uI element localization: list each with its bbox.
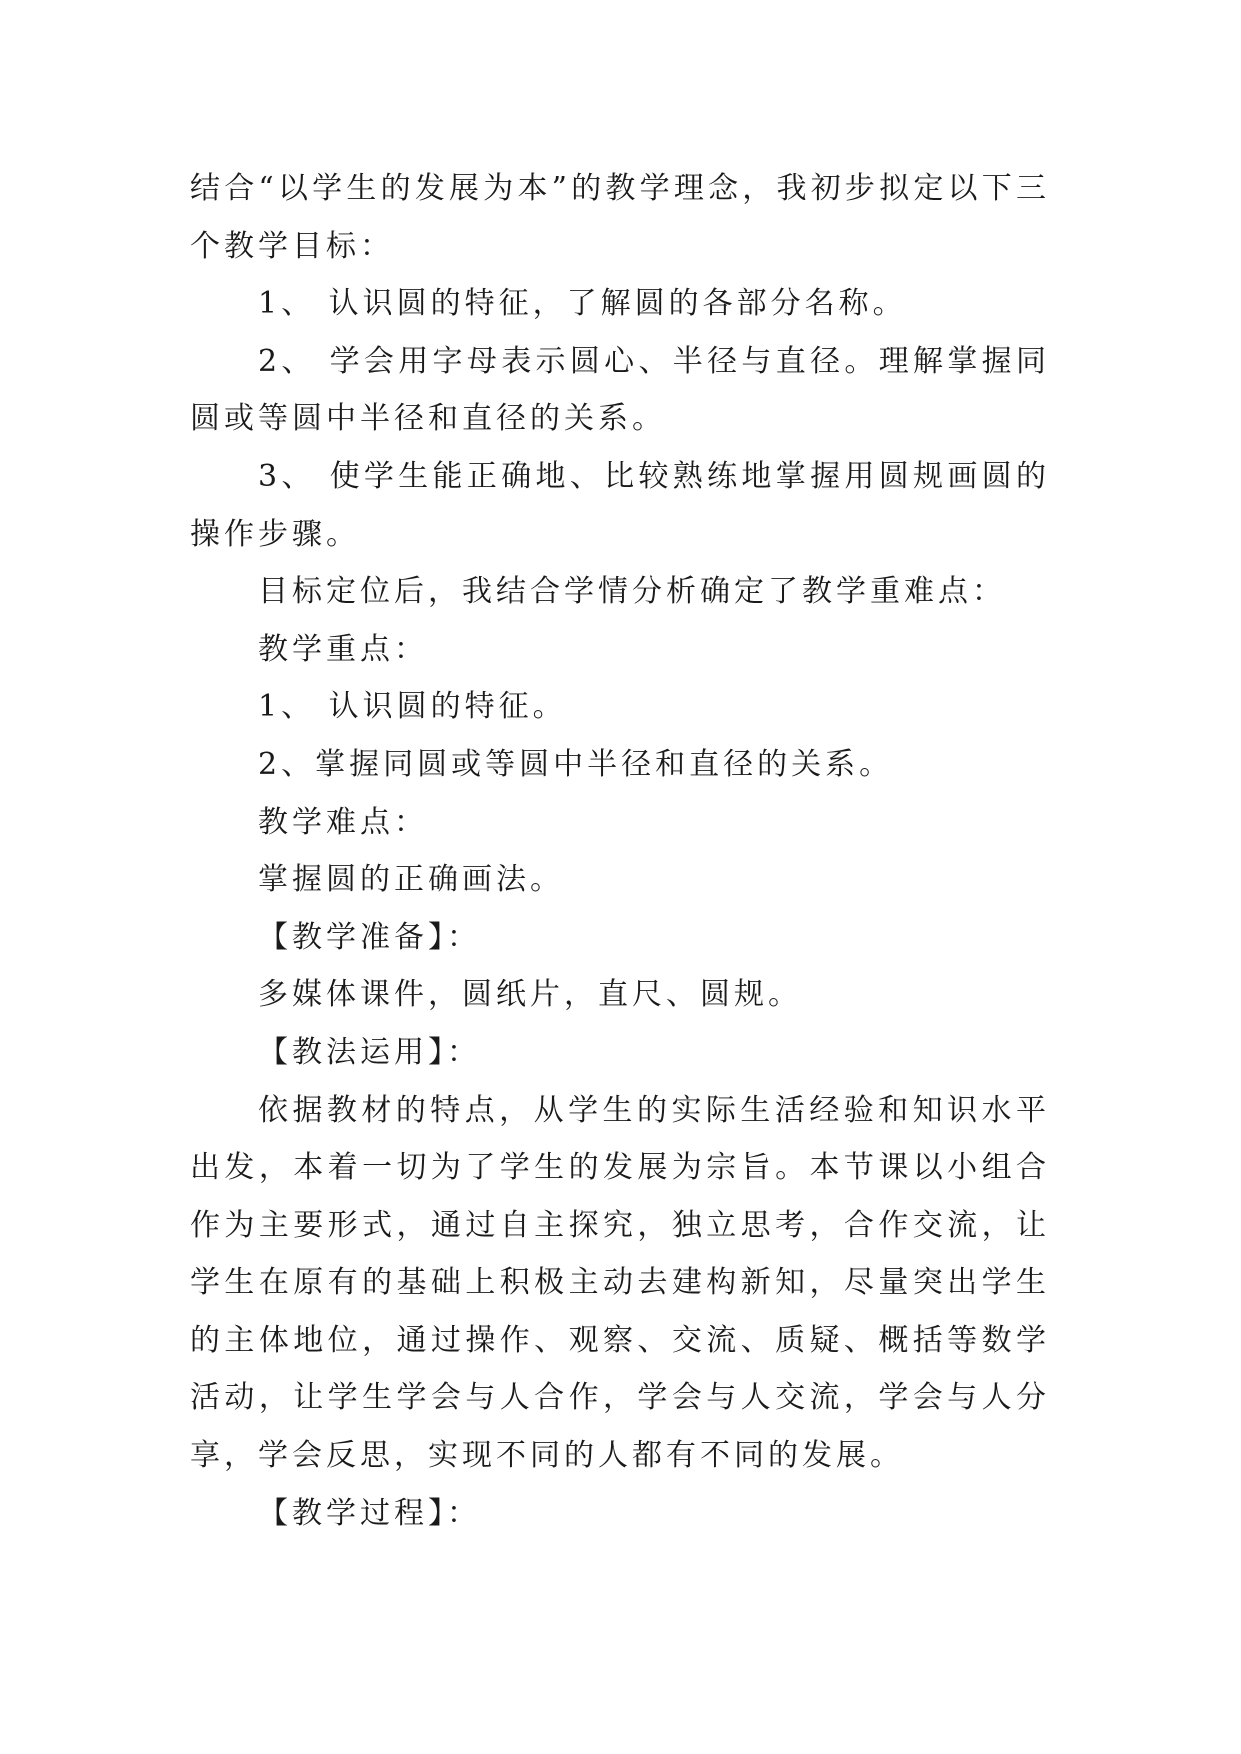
goal-item-1 — [190, 275, 1050, 333]
method-heading: 【教法运用】： — [258, 1034, 481, 1070]
goal-text: 使学生能正确地、比较熟练地掌握用圆规画圆的操作步骤。 — [190, 458, 1050, 552]
goal-item-3 — [190, 448, 1050, 563]
focus-intro-paragraph: 目标定位后，我结合学情分析确定了教学重难点： — [258, 574, 1006, 610]
goal-text: 学会用字母表示圆心、半径与直径。理解掌握同圆或等圆中半径和直径的关系。 — [190, 343, 1050, 437]
document-body — [190, 160, 1050, 1542]
goal-number: 3、 — [258, 458, 316, 494]
prep-heading: 【教学准备】： — [258, 919, 481, 955]
key-point-1: 1、 认识圆的特征。 — [258, 689, 567, 725]
goal-item-2 — [190, 333, 1050, 448]
difficulty-text: 掌握圆的正确画法。 — [258, 862, 564, 898]
key-points-heading: 教学重点： — [258, 631, 428, 667]
goal-text: 认识圆的特征，了解圆的各部分名称。 — [328, 286, 907, 322]
prep-text: 多媒体课件，圆纸片，直尺、圆规。 — [258, 977, 802, 1013]
difficulty-heading: 教学难点： — [258, 804, 428, 840]
goal-number: 1、 — [258, 286, 316, 322]
process-heading: 【教学过程】： — [258, 1495, 481, 1531]
key-point-2: 2、掌握同圆或等圆中半径和直径的关系。 — [258, 746, 894, 782]
intro-paragraph: 结合“以学生的发展为本”的教学理念，我初步拟定以下三个教学目标： — [190, 171, 1050, 264]
goal-number: 2、 — [258, 343, 316, 379]
method-paragraph: 依据教材的特点，从学生的实际生活经验和知识水平出发，本着一切为了学生的发展为宗旨。本节课以小组合作为主要形式，通过自主探究，独立思考，合作交流，让学生在原有的基础上积极主动去建构新知，尽量突出学生的主体地位，通过操作、观察、交流、质疑、概括等数学活动，让学生学会与人合作，学会与人交流，学会与人分享，学会反思，实现不同的人都有不同的发展。 — [190, 1092, 1050, 1474]
